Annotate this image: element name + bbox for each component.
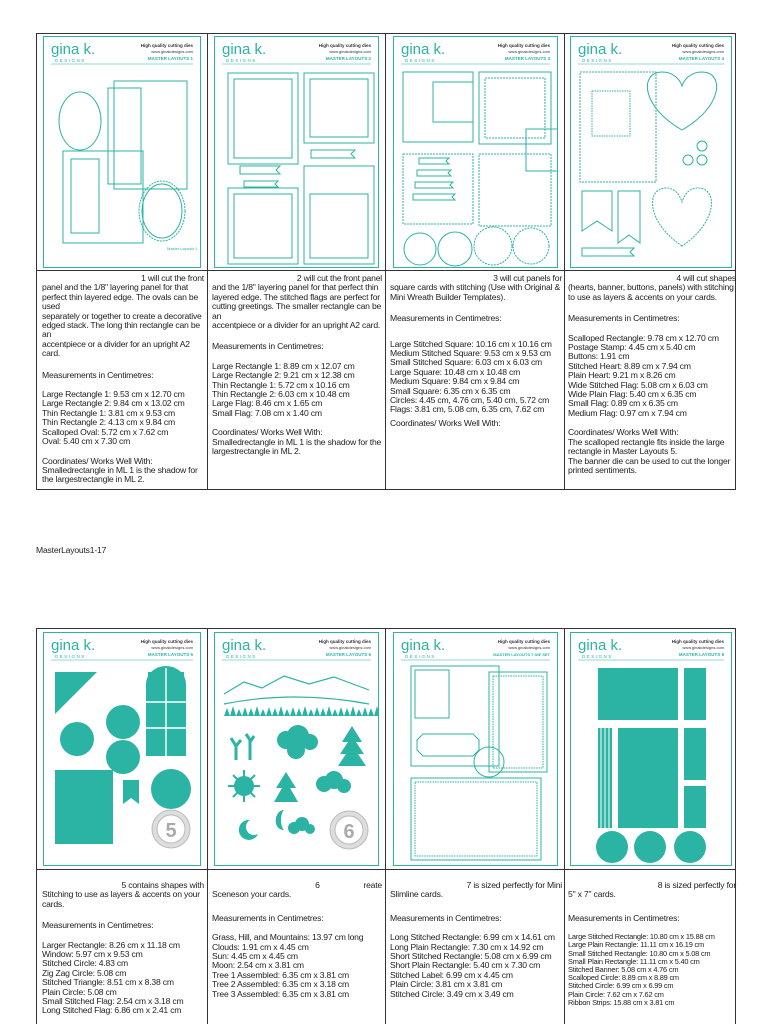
svg-text:High quality cutting dies: High quality cutting dies — [140, 639, 193, 644]
master-layouts-7-package — [393, 632, 558, 866]
svg-text:DESIGNS: DESIGNS — [55, 654, 86, 659]
svg-text:DESIGNS: DESIGNS — [582, 58, 613, 63]
coordinates-text: Coordinates/ Works Well With: Smalledrectangle in ML 1 is the shadow for the largestrectangle in ML 2. — [212, 427, 382, 457]
svg-text:www.ginakdesigns.com: www.ginakdesigns.com — [329, 49, 371, 54]
measurements-heading: Measurements in Centimetres: — [390, 912, 502, 923]
card-8-description — [568, 881, 736, 1017]
intro-text: 6 reate Sceneson your cards. — [212, 880, 382, 900]
svg-text:www.ginakdesigns.com: www.ginakdesigns.com — [329, 645, 371, 650]
measurements-list: Grass, Hill, and Mountains: 13.97 cm long Clouds: 1.91 cm x 4.45 cm Sun: 4.45 cm x 4.45 cm Moon: 2.54 cm x 3.81 cm Tree 1 Assembled: 6.35 cm x 3.81 cm Tree 2 Assembled: 6.35 cm x 3.18 cm Tree 3 Assembled: 6.35 cm x 3.81 cm — [212, 932, 364, 999]
measurements-list: Large Stitched Square: 10.16 cm x 10.16 cm Medium Stitched Square: 9.53 cm x 9.53 cm Small Stitched Square: 6.03 cm x 6.03 cm Large Square: 10.48 cm x 10.48 cm Medium Square: 9.84 cm x 9.84 cm Small Square: 6.35 cm x 6.35 cm Circles: 4.45 cm, 4.76 cm, 5.40 cm, 5.72 cm Flags: 3.81 cm, 5.08 cm, 6.35 cm, 7.62 cm — [390, 338, 552, 415]
svg-text:Master Layouts 1: Master Layouts 1 — [167, 246, 198, 251]
measurements-heading: Measurements in Centimetres: — [390, 313, 502, 324]
svg-text:gina k.: gina k. — [401, 637, 446, 654]
row-divider — [37, 270, 735, 271]
measurements-list: Scalloped Rectangle: 9.78 cm x 12.70 cm Postage Stamp: 4.45 cm x 5.40 cm Buttons: 1.91 cm Stitched Heart: 8.89 cm x 7.94 cm Plain Heart: 9.21 m x 8.26 cm Wide Stitched Flag: 5.08 cm x 6.03 cm Wide Plain Flag: 5.40 cm x 6.35 cm Small Flag: 0.89 cm x 6.35 cm Medium Flag: 0.97 cm x 7.94 cm — [568, 332, 719, 418]
coordinates-text: Coordinates/ Works Well With: — [390, 417, 501, 428]
master-layouts-3-package — [393, 36, 558, 268]
svg-text:High quality cutting dies: High quality cutting dies — [140, 43, 193, 48]
product-grid-top — [36, 33, 736, 490]
master-layouts-6-package — [214, 632, 379, 866]
page-caption: MasterLayouts1-17 — [36, 545, 107, 555]
measurements-list: Large Rectangle 1: 8.89 cm x 12.07 cm Large Rectangle 2: 9.21 cm x 12.38 cm Thin Rectangle 1: 5.72 cm x 10.16 cm Thin Rectangle 2: 6.03 cm x 10.48 cm Large Flag: 8.46 cm x 1.65 cm Small Flag: 7.08 cm x 1.40 cm — [212, 360, 355, 418]
svg-text:gina k.: gina k. — [222, 41, 267, 58]
svg-text:DESIGNS: DESIGNS — [405, 58, 436, 63]
card-3-description — [390, 274, 562, 428]
master-layouts-5-package — [43, 632, 201, 866]
intro-text: 1 will cut the front panel and the 1/8" layering panel for that perfect thin layered edge. The ovals can be used separately or together to create a decorative edged stack. The long thin rectangle can be an accentpiece or a divider for an upright A2 card. — [42, 273, 204, 359]
svg-text:High quality cutting dies: High quality cutting dies — [318, 43, 371, 48]
intro-text: 3 will cut panels for square cards with stitching (Use with Original & Mini Wreath Builder Templates). — [390, 273, 562, 302]
svg-text:MASTER LAYOUTS 8: MASTER LAYOUTS 8 — [678, 652, 724, 657]
intro-text: 7 is sized perfectly for Mini Slimline cards. — [390, 880, 562, 900]
measurements-heading: Measurements in Centimetres: — [212, 341, 324, 352]
column-divider — [564, 34, 565, 489]
row-divider — [37, 869, 735, 870]
svg-text:DESIGNS: DESIGNS — [405, 654, 436, 659]
product-grid-bottom — [36, 628, 736, 1024]
svg-text:www.ginakdesigns.com: www.ginakdesigns.com — [508, 645, 550, 650]
svg-text:MASTER LAYOUTS 5: MASTER LAYOUTS 5 — [147, 652, 193, 657]
svg-text:MASTER LAYOUTS 4: MASTER LAYOUTS 4 — [678, 56, 724, 61]
measurements-heading: Measurements in Centimetres: — [42, 369, 154, 380]
svg-text:MASTER LAYOUTS 6: MASTER LAYOUTS 6 — [325, 652, 371, 657]
svg-text:High quality cutting dies: High quality cutting dies — [497, 43, 550, 48]
svg-text:gina k.: gina k. — [222, 637, 267, 654]
svg-text:www.ginakdesigns.com: www.ginakdesigns.com — [151, 49, 193, 54]
measurements-list: Large Rectangle 1: 9.53 cm x 12.70 cm Large Rectangle 2: 9.84 cm x 13.02 cm Thin Rectangle 1: 3.81 cm x 9.53 cm Thin Rectangle 2: 4.13 cm x 9.84 cm Scalloped Oval: 5.72 cm x 7.62 cm Oval: 5.40 cm x 7.30 cm — [42, 389, 185, 447]
column-divider — [207, 629, 208, 1024]
measurements-list: Larger Rectangle: 8.26 cm x 11.18 cm Window: 5.97 cm x 9.53 cm Stitched Circle: 4.83 cm Zig Zag Circle: 5.08 cm Stitched Triangle: 8.51 cm x 8.38 cm Plain Circle: 5.08 cm Small Stitched Flag: 2.54 cm x 3.18 cm Long Stitched Flag: 6.86 cm x 2.41 cm — [42, 939, 184, 1016]
measurements-heading: Measurements in Centimetres: — [568, 912, 680, 923]
svg-text:gina k.: gina k. — [51, 637, 96, 654]
card-2-description — [212, 274, 382, 457]
intro-text: 8 is sized perfectly for 5" x 7" cards. — [568, 880, 736, 900]
svg-text:High quality cutting dies: High quality cutting dies — [671, 639, 724, 644]
card-4-description — [568, 274, 736, 475]
package-number-badge: 5 — [165, 820, 177, 842]
master-layouts-4-package — [570, 36, 732, 268]
column-divider — [385, 34, 386, 489]
svg-text:www.ginakdesigns.com: www.ginakdesigns.com — [682, 49, 724, 54]
svg-text:gina k.: gina k. — [578, 41, 623, 58]
intro-text: 4 will cut shapes (hearts, banner, buttons, panels) with stitching to use as layers & accents on your cards. — [568, 273, 736, 302]
column-divider — [385, 629, 386, 1024]
svg-text:DESIGNS: DESIGNS — [582, 654, 613, 659]
svg-text:DESIGNS: DESIGNS — [55, 58, 86, 63]
svg-text:High quality cutting dies: High quality cutting dies — [497, 639, 550, 644]
package-number-badge: 6 — [343, 821, 355, 843]
svg-text:High quality cutting dies: High quality cutting dies — [318, 639, 371, 644]
master-layouts-2-package — [214, 36, 379, 268]
card-1-description — [42, 274, 204, 485]
svg-text:DESIGNS: DESIGNS — [226, 58, 257, 63]
coordinates-text: Coordinates/ Works Well With: The scalloped rectangle fits inside the large rectangle in Master Layouts 5. The banner die can be used to cut the longer printed sentiments. — [568, 427, 731, 475]
svg-text:www.ginakdesigns.com: www.ginakdesigns.com — [508, 49, 550, 54]
svg-text:MASTER LAYOUTS 3: MASTER LAYOUTS 3 — [504, 56, 550, 61]
svg-text:High quality cutting dies: High quality cutting dies — [671, 43, 724, 48]
column-divider — [564, 629, 565, 1024]
svg-text:MASTER LAYOUTS 7 DIE SET: MASTER LAYOUTS 7 DIE SET — [493, 652, 550, 657]
measurements-list: Large Stitched Rectangle: 10.80 cm x 15.88 cm Large Plain Rectangle: 11.11 cm x 16.19 cm Small Stitched Rectangle: 10.80 cm x 5.08 cm Small Plain Rectangle: 11.11 cm x 5.40 cm Stitched Banner: 5.08 cm x 4.76 cm Scalloped Circle: 8.89 cm x 8.89 cm Stitched Circle: 6.99 cm x 6.99 cm Plain Circle: 7.62 cm x 7.62 cm Ribbon Strips: 15.88 cm x 3.81 cm — [568, 932, 715, 1007]
measurements-heading: Measurements in Centimetres: — [212, 912, 324, 923]
svg-text:www.ginakdesigns.com: www.ginakdesigns.com — [682, 645, 724, 650]
column-divider — [207, 34, 208, 489]
intro-text: 5 contains shapes with Stitching to use as layers & accents on your cards. — [42, 880, 204, 909]
measurements-heading: Measurements in Centimetres: — [568, 313, 680, 324]
intro-text: 2 will cut the front panel and the 1/8" layering panel for that perfect thin layered edge. The stitched flags are perfect for cutting greetings. The smaller rectangle can be an accentpiece or a divider for an upright A2 card. — [212, 273, 382, 331]
svg-text:DESIGNS: DESIGNS — [226, 654, 257, 659]
brand-logo-text: gina k. — [51, 41, 96, 58]
measurements-heading: Measurements in Centimetres: — [42, 920, 154, 931]
svg-text:www.ginakdesigns.com: www.ginakdesigns.com — [151, 645, 193, 650]
card-5-description — [42, 881, 204, 1024]
measurements-list: Long Stitched Rectangle: 6.99 cm x 14.61 cm Long Plain Rectangle: 7.30 cm x 14.92 cm Short Stitched Rectangle: 5.08 cm x 6.99 cm Short Plain Rectangle: 5.40 cm x 7.30 cm Stitched Label: 6.99 cm x 4.45 cm Plain Circle: 3.81 cm x 3.81 cm Stitched Circle: 3.49 cm x 3.49 cm — [390, 932, 555, 999]
svg-text:MASTER LAYOUTS 2: MASTER LAYOUTS 2 — [325, 56, 371, 61]
master-layouts-8-package — [570, 632, 732, 866]
master-layouts-1-package — [43, 36, 201, 268]
coordinates-text: Coordinates/ Works Well With: Smalledrectangle in ML 1 is the shadow for the largestrectangle in ML 2. — [42, 455, 198, 485]
card-7-description — [390, 881, 562, 1009]
card-6-description — [212, 881, 382, 1009]
svg-text:MASTER LAYOUTS 1: MASTER LAYOUTS 1 — [147, 56, 193, 61]
svg-text:gina k.: gina k. — [578, 637, 623, 654]
svg-text:gina k.: gina k. — [401, 41, 446, 58]
